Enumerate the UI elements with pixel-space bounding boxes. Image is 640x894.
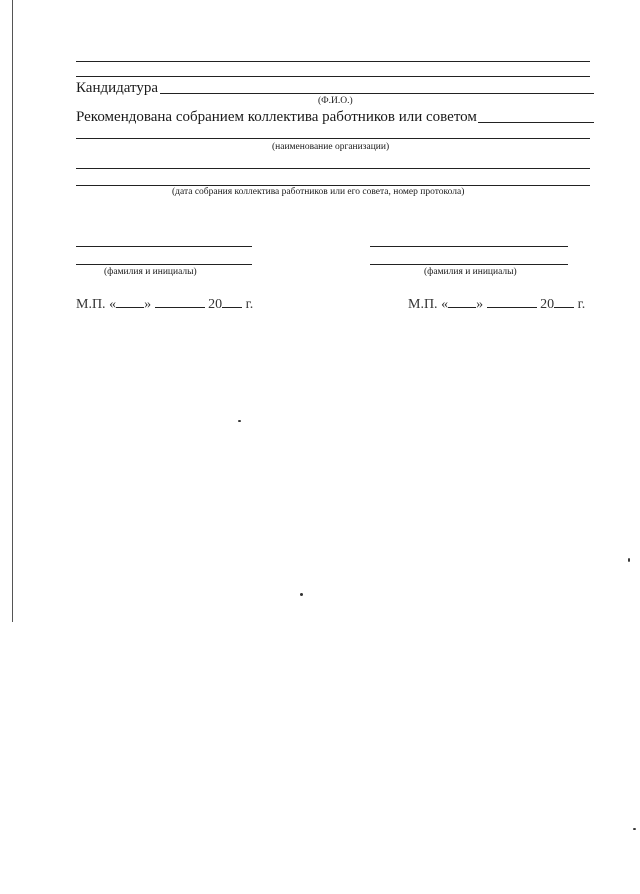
stamp-date-left xyxy=(76,297,253,312)
year-prefix: 20 xyxy=(208,297,223,312)
month-blank[interactable] xyxy=(487,297,537,308)
blank-line xyxy=(76,61,590,62)
signature-caption-right: (фамилия и инициалы) xyxy=(424,267,517,277)
candidate-label: Кандидатура xyxy=(76,80,159,96)
scan-speck xyxy=(300,593,303,596)
scan-speck xyxy=(238,420,241,422)
meeting-caption: (дата собрания коллектива работников или его совета, номер протокола) xyxy=(172,187,465,197)
open-quote: « xyxy=(441,297,449,312)
council-line[interactable] xyxy=(478,122,594,123)
recommended-text: Рекомендована собранием коллектива работников или советом xyxy=(76,109,477,125)
year-blank[interactable] xyxy=(222,297,242,308)
candidate-name-line[interactable] xyxy=(160,93,594,94)
signature-line-left[interactable] xyxy=(76,246,252,247)
signature-line-right[interactable] xyxy=(370,264,568,265)
mp-label: М.П. xyxy=(408,297,438,312)
day-blank[interactable] xyxy=(448,297,476,308)
year-suffix: г. xyxy=(577,297,586,312)
signature-caption-left: (фамилия и инициалы) xyxy=(104,267,197,277)
month-blank[interactable] xyxy=(155,297,205,308)
day-blank[interactable] xyxy=(116,297,144,308)
mp-label: М.П. xyxy=(76,297,106,312)
close-quote: » xyxy=(144,297,152,312)
blank-line xyxy=(76,76,590,77)
fio-caption: (Ф.И.О.) xyxy=(318,96,353,106)
meeting-line[interactable] xyxy=(76,168,590,169)
signature-line-left[interactable] xyxy=(76,264,252,265)
close-quote: » xyxy=(476,297,484,312)
organization-caption: (наименование организации) xyxy=(272,142,390,152)
scan-speck xyxy=(633,828,636,830)
year-suffix: г. xyxy=(245,297,254,312)
open-quote: « xyxy=(109,297,117,312)
signature-line-right[interactable] xyxy=(370,246,568,247)
year-blank[interactable] xyxy=(554,297,574,308)
year-prefix: 20 xyxy=(540,297,555,312)
scan-speck xyxy=(628,558,630,562)
meeting-line[interactable] xyxy=(76,185,590,186)
binding-edge xyxy=(12,0,13,622)
stamp-date-right xyxy=(408,297,585,312)
organization-line[interactable] xyxy=(76,138,590,139)
